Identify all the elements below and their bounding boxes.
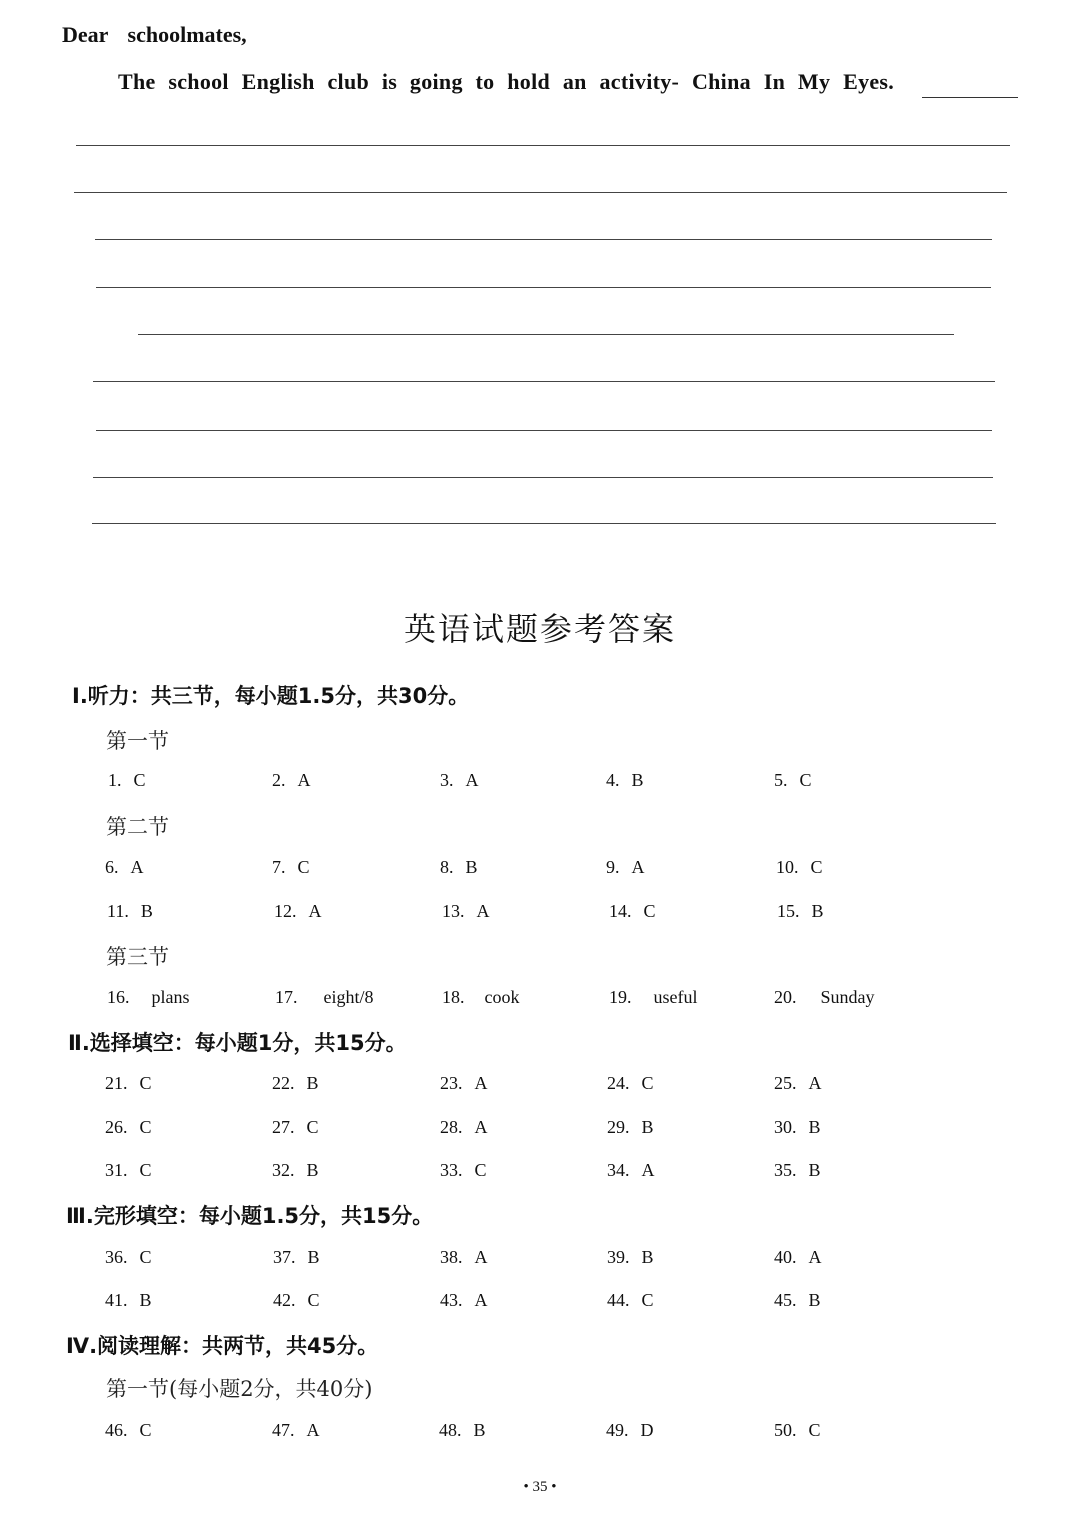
answer-item: 6. A	[105, 857, 144, 877]
answer-item: 28. A	[440, 1117, 488, 1137]
answer-item: 45. B	[774, 1290, 821, 1310]
answer-item: 21. C	[105, 1073, 152, 1093]
answer-item: 44. C	[607, 1290, 654, 1310]
letter-intro: The school English club is going to hold an activity- China In My Eyes.	[118, 69, 895, 94]
answer-item: 23. A	[440, 1073, 488, 1093]
answer-item: 29. B	[607, 1117, 654, 1137]
answer-item: 26. C	[105, 1117, 152, 1137]
answer-item: 50. C	[774, 1420, 821, 1440]
answer-item: 34. A	[607, 1160, 655, 1180]
writing-line	[93, 477, 993, 478]
answer-item: 18. cook	[442, 987, 520, 1007]
answer-item: 24. C	[607, 1073, 654, 1093]
answer-key-title: 英语试题参考答案	[403, 610, 676, 648]
answer-item: 43. A	[440, 1290, 488, 1310]
answer-item: 27. C	[272, 1117, 319, 1137]
section-heading: Ⅳ.阅读理解：共两节，共45分。	[66, 1334, 379, 1358]
answer-item: 9. A	[606, 857, 645, 877]
answer-item: 17. eight/8	[275, 987, 374, 1007]
answer-item: 48. B	[439, 1420, 486, 1440]
answer-item: 22. B	[272, 1073, 319, 1093]
answer-item: 30. B	[774, 1117, 821, 1137]
part-label: 第一节	[106, 729, 169, 753]
answer-item: 19. useful	[609, 987, 698, 1007]
answer-item: 41. B	[105, 1290, 152, 1310]
answer-item: 4. B	[606, 770, 644, 790]
answer-item: 7. C	[272, 857, 310, 877]
answer-item: 13. A	[442, 901, 490, 921]
answer-item: 8. B	[440, 857, 478, 877]
answer-item: 38. A	[440, 1247, 488, 1267]
answer-item: 20. Sunday	[774, 987, 875, 1007]
answer-item: 31. C	[105, 1160, 152, 1180]
writing-line	[95, 239, 992, 240]
answer-item: 16. plans	[107, 987, 190, 1007]
writing-line	[74, 192, 1007, 193]
answer-item: 35. B	[774, 1160, 821, 1180]
writing-line	[96, 287, 991, 288]
answer-item: 11. B	[107, 901, 153, 921]
section-heading: Ⅰ.听力：共三节，每小题1.5分，共30分。	[72, 684, 470, 708]
part-label: 第三节	[106, 945, 169, 969]
answer-item: 1. C	[108, 770, 146, 790]
part-label: 第二节	[106, 815, 169, 839]
answer-item: 5. C	[774, 770, 812, 790]
writing-line	[92, 523, 996, 524]
answer-item: 14. C	[609, 901, 656, 921]
part-label: 第一节(每小题2分，共40分)	[106, 1377, 373, 1401]
answer-item: 3. A	[440, 770, 479, 790]
answer-item: 40. A	[774, 1247, 822, 1267]
answer-item: 36. C	[105, 1247, 152, 1267]
answer-item: 39. B	[607, 1247, 654, 1267]
answer-item: 2. A	[272, 770, 311, 790]
answer-item: 32. B	[272, 1160, 319, 1180]
letter-greeting: Dear schoolmates,	[62, 22, 247, 47]
writing-blank-inline	[922, 97, 1018, 98]
answer-item: 37. B	[273, 1247, 320, 1267]
writing-line	[138, 334, 954, 335]
writing-line	[93, 381, 995, 382]
answer-item: 49. D	[606, 1420, 654, 1440]
writing-line	[96, 430, 992, 431]
answer-item: 12. A	[274, 901, 322, 921]
page-number: • 35 •	[523, 1479, 557, 1495]
answer-item: 47. A	[272, 1420, 320, 1440]
answer-item: 25. A	[774, 1073, 822, 1093]
answer-item: 10. C	[776, 857, 823, 877]
section-heading: Ⅲ.完形填空：每小题1.5分，共15分。	[66, 1204, 434, 1228]
writing-line	[76, 145, 1010, 146]
answer-item: 46. C	[105, 1420, 152, 1440]
answer-item: 42. C	[273, 1290, 320, 1310]
answer-item: 33. C	[440, 1160, 487, 1180]
section-heading: Ⅱ.选择填空：每小题1分，共15分。	[68, 1031, 407, 1055]
answer-item: 15. B	[777, 901, 824, 921]
